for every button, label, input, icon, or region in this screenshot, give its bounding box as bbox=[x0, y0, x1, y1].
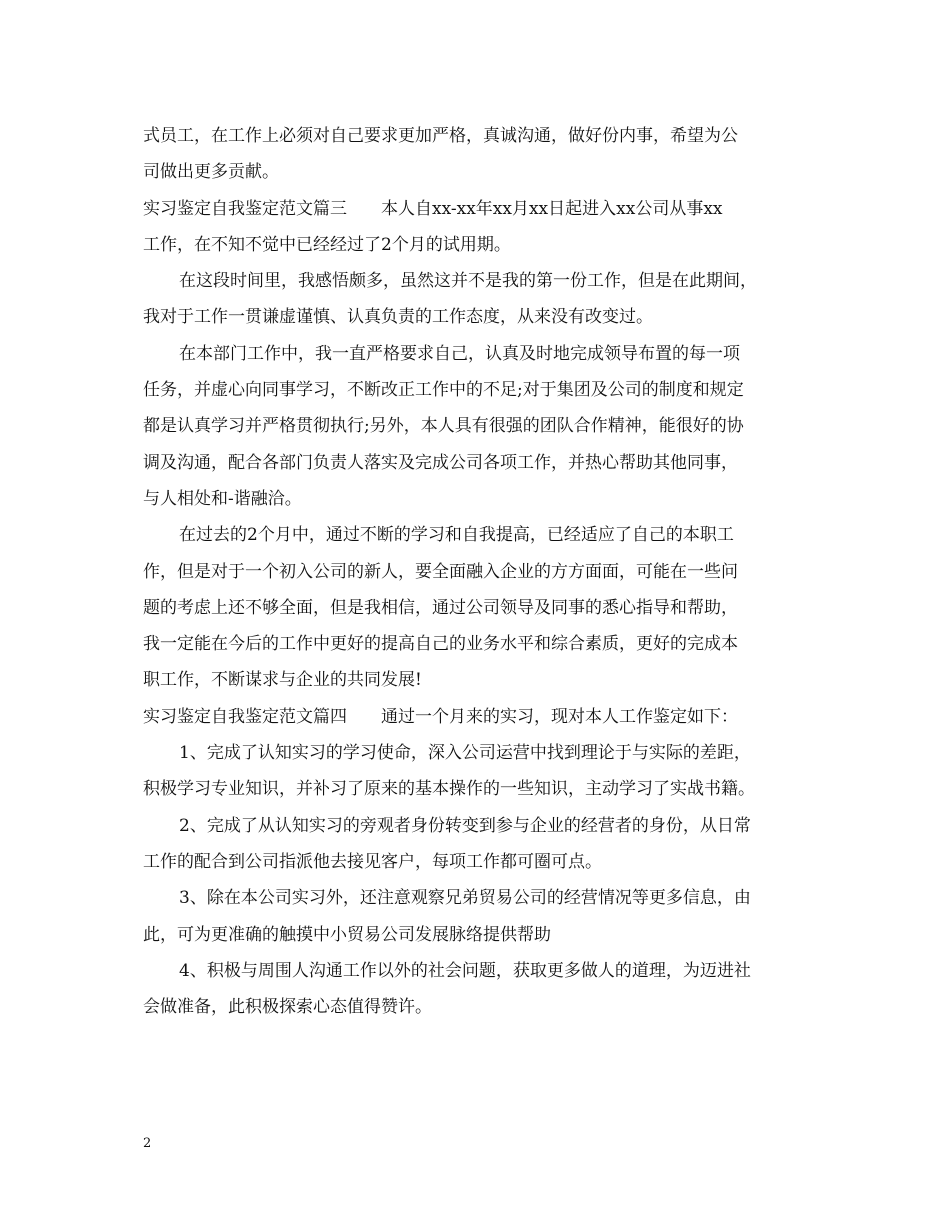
text-line: 会做准备，此积极探索心态值得赞许。 bbox=[143, 997, 432, 1018]
text-line: 工作的配合到公司指派他去接见客户，每项工作都可圈可点。 bbox=[143, 851, 602, 872]
text-line: 1、完成了认知实习的学习使命，深入公司运营中找到理论于与实际的差距， bbox=[179, 743, 751, 764]
text-line: 在这段时间里，我感悟颇多，虽然这并不是我的第一份工作，但是在此期间， bbox=[179, 271, 757, 292]
text-line: 2、完成了从认知实习的旁观者身份转变到参与企业的经营者的身份，从日常 bbox=[179, 815, 751, 836]
text-line: 工作，在不知不觉中已经经过了2个月的试用期。 bbox=[143, 234, 511, 255]
text-line: 调及沟通，配合各部门负责人落实及完成公司各项工作，并热心帮助其他同事， bbox=[143, 452, 738, 473]
text-line: 职工作，不断谋求与企业的共同发展! bbox=[143, 670, 422, 691]
text-line: 我对于工作一贯谦虚谨慎、认真负责的工作态度，从来没有改变过。 bbox=[143, 307, 653, 328]
text-line: 此，可为更准确的触摸中小贸易公司发展脉络提供帮助 bbox=[143, 924, 551, 945]
page-number: 2 bbox=[143, 1136, 152, 1151]
text-line: 在本部门工作中，我一直严格要求自己，认真及时地完成领导布置的每一项 bbox=[179, 343, 740, 364]
text-line: 3、除在本公司实习外，还注意观察兄弟贸易公司的经营情况等更多信息，由 bbox=[179, 888, 751, 909]
text-line: 实习鉴定自我鉴定范文篇三 本人自xx-xx年xx月xx日起进入xx公司从事xx bbox=[143, 198, 723, 219]
text-line: 式员工，在工作上必须对自己要求更加严格，真诚沟通，做好份内事，希望为公 bbox=[143, 126, 738, 146]
text-line: 在过去的2个月中，通过不断的学习和自我提高，已经适应了自己的本职工 bbox=[179, 525, 734, 546]
text-line: 都是认真学习并严格贯彻执行;另外，本人具有很强的团队合作精神，能很好的协 bbox=[143, 416, 744, 437]
text-line: 题的考虑上还不够全面，但是我相信，通过公司领导及同事的悉心指导和帮助， bbox=[143, 597, 738, 618]
text-line: 作，但是对于一个初入公司的新人，要全面融入企业的方方面面，可能在一些问 bbox=[143, 561, 738, 582]
text-line: 司做出更多贡献。 bbox=[143, 162, 279, 183]
text-line: 任务，并虚心向同事学习，不断改正工作中的不足;对于集团及公司的制度和规定 bbox=[143, 380, 744, 401]
document-body bbox=[143, 118, 815, 1025]
text-line: 与人相处和-谐融洽。 bbox=[143, 488, 302, 509]
text-line: 实习鉴定自我鉴定范文篇四 通过一个月来的实习，现对本人工作鉴定如下： bbox=[143, 706, 738, 727]
text-line: 我一定能在今后的工作中更好的提高自己的业务水平和综合素质，更好的完成本 bbox=[143, 634, 738, 655]
text-line: 积极学习专业知识，并补习了原来的基本操作的一些知识，主动学习了实战书籍。 bbox=[143, 779, 755, 800]
text-line: 4、积极与周围人沟通工作以外的社会问题，获取更多做人的道理，为迈进社 bbox=[179, 960, 751, 981]
